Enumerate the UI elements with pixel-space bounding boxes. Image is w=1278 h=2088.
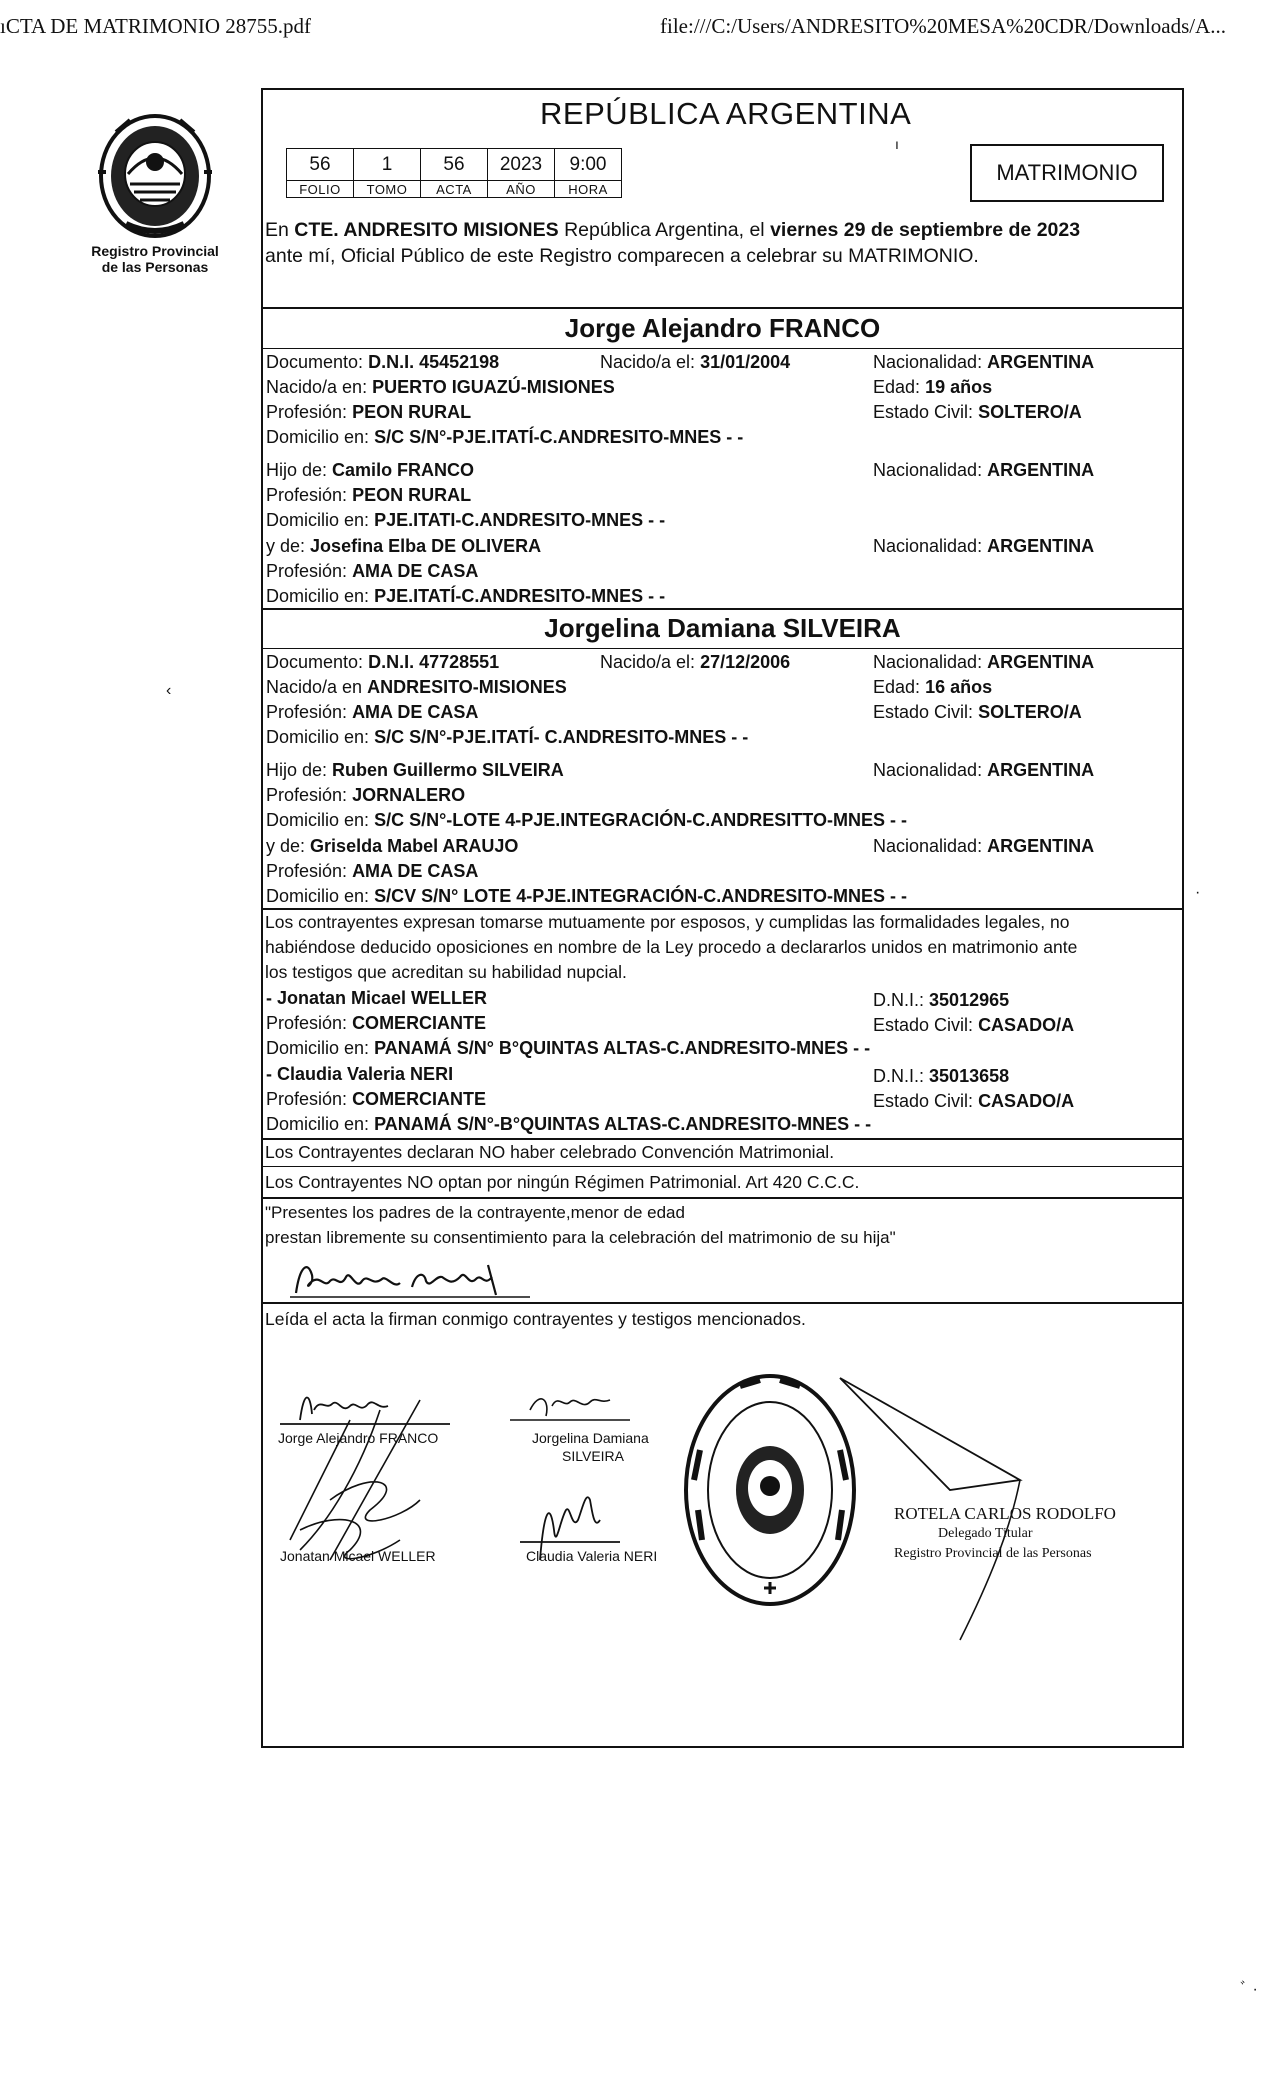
acta-label: ACTA: [421, 181, 488, 198]
c1-address: Domicilio en: S/C S/N°-PJE.ITATÍ-C.ANDRESITO-MNES - -: [266, 427, 744, 447]
stray-mark: ı: [895, 136, 899, 152]
c2-father-nationality: Nacionalidad: ARGENTINA: [873, 760, 1095, 780]
contrayente2-name: Jorgelina Damiana SILVEIRA: [544, 613, 901, 643]
c2-civil-status: Estado Civil: SOLTERO/A: [873, 702, 1082, 722]
witness1-address: Domicilio en: PANAMÁ S/N° B°QUINTAS ALTAS-C.ANDRESITO-MNES - -: [266, 1038, 871, 1058]
registry-seal-icon: [680, 1370, 860, 1610]
witness1-profession: Profesión: COMERCIANTE: [266, 1013, 487, 1033]
c2-father: Hijo de: Ruben Guillermo SILVEIRA: [266, 760, 564, 780]
emblem-caption: [70, 243, 240, 275]
parents-note-line1: "Presentes los padres de la contrayente,menor de edad: [265, 1203, 685, 1222]
witness2-address: Domicilio en: PANAMÁ S/N°-B°QUINTAS ALTAS-C.ANDRESITO-MNES - -: [266, 1114, 872, 1134]
pdf-url: file:///C:/Users/ANDRESITO%20MESA%20CDR/Downloads/A...: [660, 14, 1227, 38]
c2-father-address: Domicilio en: S/C S/N°-LOTE 4-PJE.INTEGRACIÓN-C.ANDRESITTO-MNES - -: [266, 810, 907, 830]
witness1-name: - Jonatan Micael WELLER: [266, 988, 488, 1008]
witness2-name: - Claudia Valeria NERI: [266, 1064, 454, 1084]
hora-value: 9:00: [555, 149, 622, 181]
c1-document: Documento: D.N.I. 45452198: [266, 352, 500, 372]
divider: [261, 608, 1184, 610]
official-title: Delegado Titular: [938, 1526, 1033, 1541]
c2-document: Documento: D.N.I. 47728551: [266, 652, 500, 672]
page-title: REPÚBLICA ARGENTINA: [540, 96, 912, 131]
divider: [261, 348, 1184, 349]
declaration-line2: habiéndose deducido oposiciones en nombre de la Ley procedo a declararlos unidos en matrimonio ante: [265, 937, 1078, 957]
record-type-box: MATRIMONIO: [970, 144, 1164, 202]
witness1-dni: D.N.I.: 35012965: [873, 990, 1010, 1010]
c2-father-profession: Profesión: JORNALERO: [266, 785, 466, 805]
anio-label: AÑO: [488, 181, 555, 198]
signature-label-3: Jonatan Micael WELLER: [280, 1548, 436, 1564]
divider: [261, 1302, 1184, 1304]
witness2-civil-status: Estado Civil: CASADO/A: [873, 1091, 1075, 1111]
declaration-line1: Los contrayentes expresan tomarse mutuamente por esposos, y cumplidas las formalidades legales, no: [265, 912, 1070, 932]
c2-mother-nationality: Nacionalidad: ARGENTINA: [873, 836, 1095, 856]
pdf-filename: ıCTA DE MATRIMONIO 28755.pdf: [0, 14, 311, 38]
divider: [261, 648, 1184, 649]
reading-text: Leída el acta la firman conmigo contrayentes y testigos mencionados.: [265, 1309, 806, 1329]
intro-line1: En CTE. ANDRESITO MISIONES República Argentina, el viernes 29 de septiembre de 2023: [265, 219, 1081, 241]
divider: [261, 1197, 1184, 1199]
tomo-value: 1: [354, 149, 421, 181]
regime-text: Los Contrayentes NO optan por ningún Régimen Patrimonial. Art 420 C.C.C.: [265, 1172, 860, 1192]
stray-mark: ·: [1195, 884, 1201, 901]
signature-label-4: Claudia Valeria NERI: [526, 1548, 658, 1564]
c1-age: Edad: 19 años: [873, 377, 993, 397]
folio-label: FOLIO: [287, 181, 354, 198]
witness1-civil-status: Estado Civil: CASADO/A: [873, 1015, 1075, 1035]
c1-birthplace: Nacido/a en: PUERTO IGUAZÚ-MISIONES: [266, 377, 615, 397]
c2-mother-address: Domicilio en: S/CV S/N° LOTE 4-PJE.INTEGRACIÓN-C.ANDRESITO-MNES - -: [266, 886, 907, 906]
emblem-caption-line2: de las Personas: [101, 259, 209, 275]
signature-label-2b: SILVEIRA: [562, 1448, 624, 1464]
hora-label: HORA: [555, 181, 622, 198]
official-name: ROTELA CARLOS RODOLFO: [894, 1504, 1116, 1523]
c1-mother-nationality: Nacionalidad: ARGENTINA: [873, 536, 1095, 556]
divider: [261, 1166, 1184, 1167]
c1-birthdate: Nacido/a el: 31/01/2004: [600, 352, 791, 372]
declaration-line3: los testigos que acreditan su habilidad nupcial.: [265, 962, 627, 982]
c1-mother: y de: Josefina Elba DE OLIVERA: [266, 536, 542, 556]
c1-mother-address: Domicilio en: PJE.ITATÍ-C.ANDRESITO-MNES - -: [266, 586, 666, 606]
c1-mother-profession: Profesión: AMA DE CASA: [266, 561, 479, 581]
c1-father-profession: Profesión: PEON RURAL: [266, 485, 472, 505]
anio-value: 2023: [488, 149, 555, 181]
c2-birthplace: Nacido/a en ANDRESITO-MISIONES: [266, 677, 567, 697]
contrayente1-name: Jorge Alejandro FRANCO: [564, 313, 881, 343]
intro-line2: ante mí, Oficial Público de este Registro comparecen a celebrar su MATRIMONIO.: [265, 245, 979, 267]
emblem-caption-line1: Registro Provincial: [91, 243, 219, 259]
stray-mark: ‹: [166, 682, 172, 699]
c2-profession: Profesión: AMA DE CASA: [266, 702, 479, 722]
c2-address: Domicilio en: S/C S/N°-PJE.ITATÍ- C.ANDRESITO-MNES - -: [266, 727, 749, 747]
c1-civil-status: Estado Civil: SOLTERO/A: [873, 402, 1082, 422]
c1-profession: Profesión: PEON RURAL: [266, 402, 472, 422]
c1-nationality: Nacionalidad: ARGENTINA: [873, 352, 1095, 372]
c2-mother-profession: Profesión: AMA DE CASA: [266, 861, 479, 881]
province-emblem-icon: [96, 112, 214, 240]
divider: [261, 307, 1184, 309]
parents-note-line2: prestan libremente su consentimiento para la celebración del matrimonio de su hija": [265, 1228, 896, 1247]
c1-father-nationality: Nacionalidad: ARGENTINA: [873, 460, 1095, 480]
c2-birthdate: Nacido/a el: 27/12/2006: [600, 652, 791, 672]
signature-label-2a: Jorgelina Damiana: [532, 1430, 649, 1446]
official-org: Registro Provincial de las Personas: [894, 1546, 1092, 1561]
witness2-profession: Profesión: COMERCIANTE: [266, 1089, 487, 1109]
c1-father-address: Domicilio en: PJE.ITATI-C.ANDRESITO-MNES - -: [266, 510, 666, 530]
tomo-label: TOMO: [354, 181, 421, 198]
parent-signature-icon: [290, 1255, 540, 1300]
c2-mother: y de: Griselda Mabel ARAUJO: [266, 836, 519, 856]
divider: [261, 908, 1184, 910]
c1-father: Hijo de: Camilo FRANCO: [266, 460, 475, 480]
stray-mark: ﾞ ·: [1240, 1981, 1258, 1998]
signature-label-1: Jorge Alejandro FRANCO: [278, 1430, 439, 1446]
c2-age: Edad: 16 años: [873, 677, 993, 697]
divider: [261, 1138, 1184, 1140]
c2-nationality: Nacionalidad: ARGENTINA: [873, 652, 1095, 672]
convention-text: Los Contrayentes declaran NO haber celebrado Convención Matrimonial.: [265, 1142, 835, 1162]
folio-value: 56: [287, 149, 354, 181]
record-table: [286, 148, 622, 198]
acta-value: 56: [421, 149, 488, 181]
witness2-dni: D.N.I.: 35013658: [873, 1066, 1010, 1086]
